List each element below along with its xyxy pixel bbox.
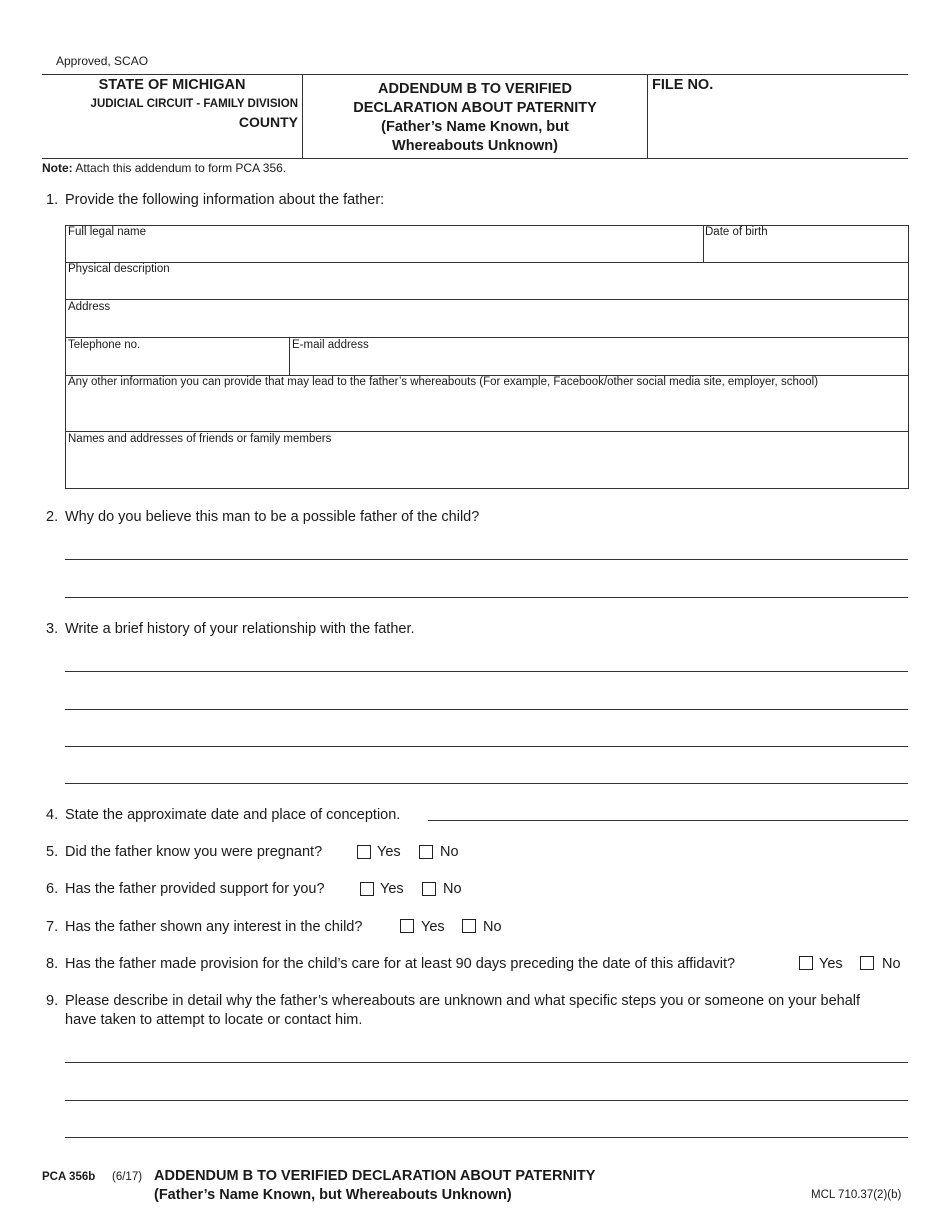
q2-number: 2. [46,509,59,525]
header-bottom-rule [42,158,908,159]
email-field[interactable] [292,354,907,373]
address-label: Address [68,301,111,313]
q6-no-checkbox[interactable] [422,882,436,896]
q5-no-checkbox[interactable] [419,845,433,859]
form-title-line: DECLARATION ABOUT PATERNITY [353,100,597,116]
q8-number: 8. [46,956,59,972]
answer-line[interactable] [65,1137,908,1138]
full-name-field[interactable] [68,241,702,260]
dob-label: Date of birth [705,226,768,238]
q7-yes-checkbox[interactable] [400,919,414,933]
address-field[interactable] [68,316,907,335]
footer-statute: MCL 710.37(2)(b) [811,1189,902,1201]
q5-no-label: No [440,844,459,860]
q5-text: Did the father know you were pregnant? [65,844,323,860]
table-col-rule [289,337,290,375]
footer-revision: (6/17) [112,1171,143,1183]
q6-no-label: No [443,881,462,897]
note-text: Attach this addendum to form PCA 356. [75,161,287,175]
q5-yes-label: Yes [377,844,401,860]
q7-text: Has the father shown any interest in the child? [65,919,363,935]
answer-line[interactable] [65,559,908,560]
email-label: E-mail address [292,339,369,351]
other-info-field[interactable] [68,392,907,428]
other-info-label: Any other information you can provide that may lead to the father’s whereabouts (For example, Facebook/other social media site, employer, school) [68,376,819,388]
circuit-label: JUDICIAL CIRCUIT - FAMILY DIVISION [90,98,298,110]
friends-family-field[interactable] [68,449,907,484]
telephone-field[interactable] [68,354,288,373]
form-title-line: Whereabouts Unknown) [392,138,558,154]
q5-number: 5. [46,844,59,860]
q8-no-checkbox[interactable] [860,956,874,970]
q4-text: State the approximate date and place of conception. [65,807,401,823]
conception-answer-line[interactable] [428,820,908,821]
approval-note: Approved, SCAO [56,54,149,68]
q9-number: 9. [46,993,59,1009]
q8-no-label: No [882,956,901,972]
file-no-field[interactable] [652,98,906,154]
form-title-line: ADDENDUM B TO VERIFIED [378,81,572,97]
q8-text: Has the father made provision for the child’s care for at least 90 days preceding the date of this affidavit? [65,956,736,972]
q7-no-checkbox[interactable] [462,919,476,933]
note [42,161,286,175]
telephone-label: Telephone no. [68,339,141,351]
q8-yes-label: Yes [819,956,843,972]
q4-number: 4. [46,807,59,823]
friends-family-label: Names and addresses of friends or family members [68,433,332,445]
q8-yes-checkbox[interactable] [799,956,813,970]
form-title-line: (Father’s Name Known, but [381,119,569,135]
table-row-rule [65,262,908,263]
q9-text-line1: Please describe in detail why the father’s whereabouts are unknown and what specific steps you or someone on your behalf [65,993,861,1009]
dob-field[interactable] [705,241,907,260]
q1-text: Provide the following information about the father: [65,192,385,208]
answer-line[interactable] [65,597,908,598]
physical-description-field[interactable] [68,278,907,297]
state-name: STATE OF MICHIGAN [98,77,246,93]
q7-yes-label: Yes [421,919,445,935]
header-divider [647,74,648,159]
answer-line[interactable] [65,783,908,784]
header-top-rule [42,74,908,75]
q6-yes-label: Yes [380,881,404,897]
table-row-rule [65,431,908,432]
q6-text: Has the father provided support for you? [65,881,325,897]
answer-line[interactable] [65,671,908,672]
note-label: Note: [42,161,73,175]
q3-number: 3. [46,621,59,637]
answer-line[interactable] [65,1100,908,1101]
answer-line[interactable] [65,746,908,747]
q9-text-line2: have taken to attempt to locate or contact him. [65,1012,363,1028]
q7-no-label: No [483,919,502,935]
q6-yes-checkbox[interactable] [360,882,374,896]
table-row-rule [65,337,908,338]
answer-line[interactable] [65,1062,908,1063]
full-name-label: Full legal name [68,226,146,238]
q7-number: 7. [46,919,59,935]
answer-line[interactable] [65,709,908,710]
form-title [303,80,647,156]
file-no-label: FILE NO. [652,77,714,93]
q6-number: 6. [46,881,59,897]
table-row-rule [65,299,908,300]
footer-form-id: PCA 356b [42,1171,96,1183]
footer-title-line1: ADDENDUM B TO VERIFIED DECLARATION ABOUT PATERNITY [154,1168,596,1184]
q3-text: Write a brief history of your relationship with the father. [65,621,415,637]
q2-text: Why do you believe this man to be a possible father of the child? [65,509,480,525]
table-col-rule [703,225,704,263]
physical-description-label: Physical description [68,263,170,275]
footer-title-line2: (Father’s Name Known, but Whereabouts Unknown) [154,1187,512,1203]
q5-yes-checkbox[interactable] [357,845,371,859]
q1-number: 1. [46,192,59,208]
county-label: COUNTY [238,114,298,130]
